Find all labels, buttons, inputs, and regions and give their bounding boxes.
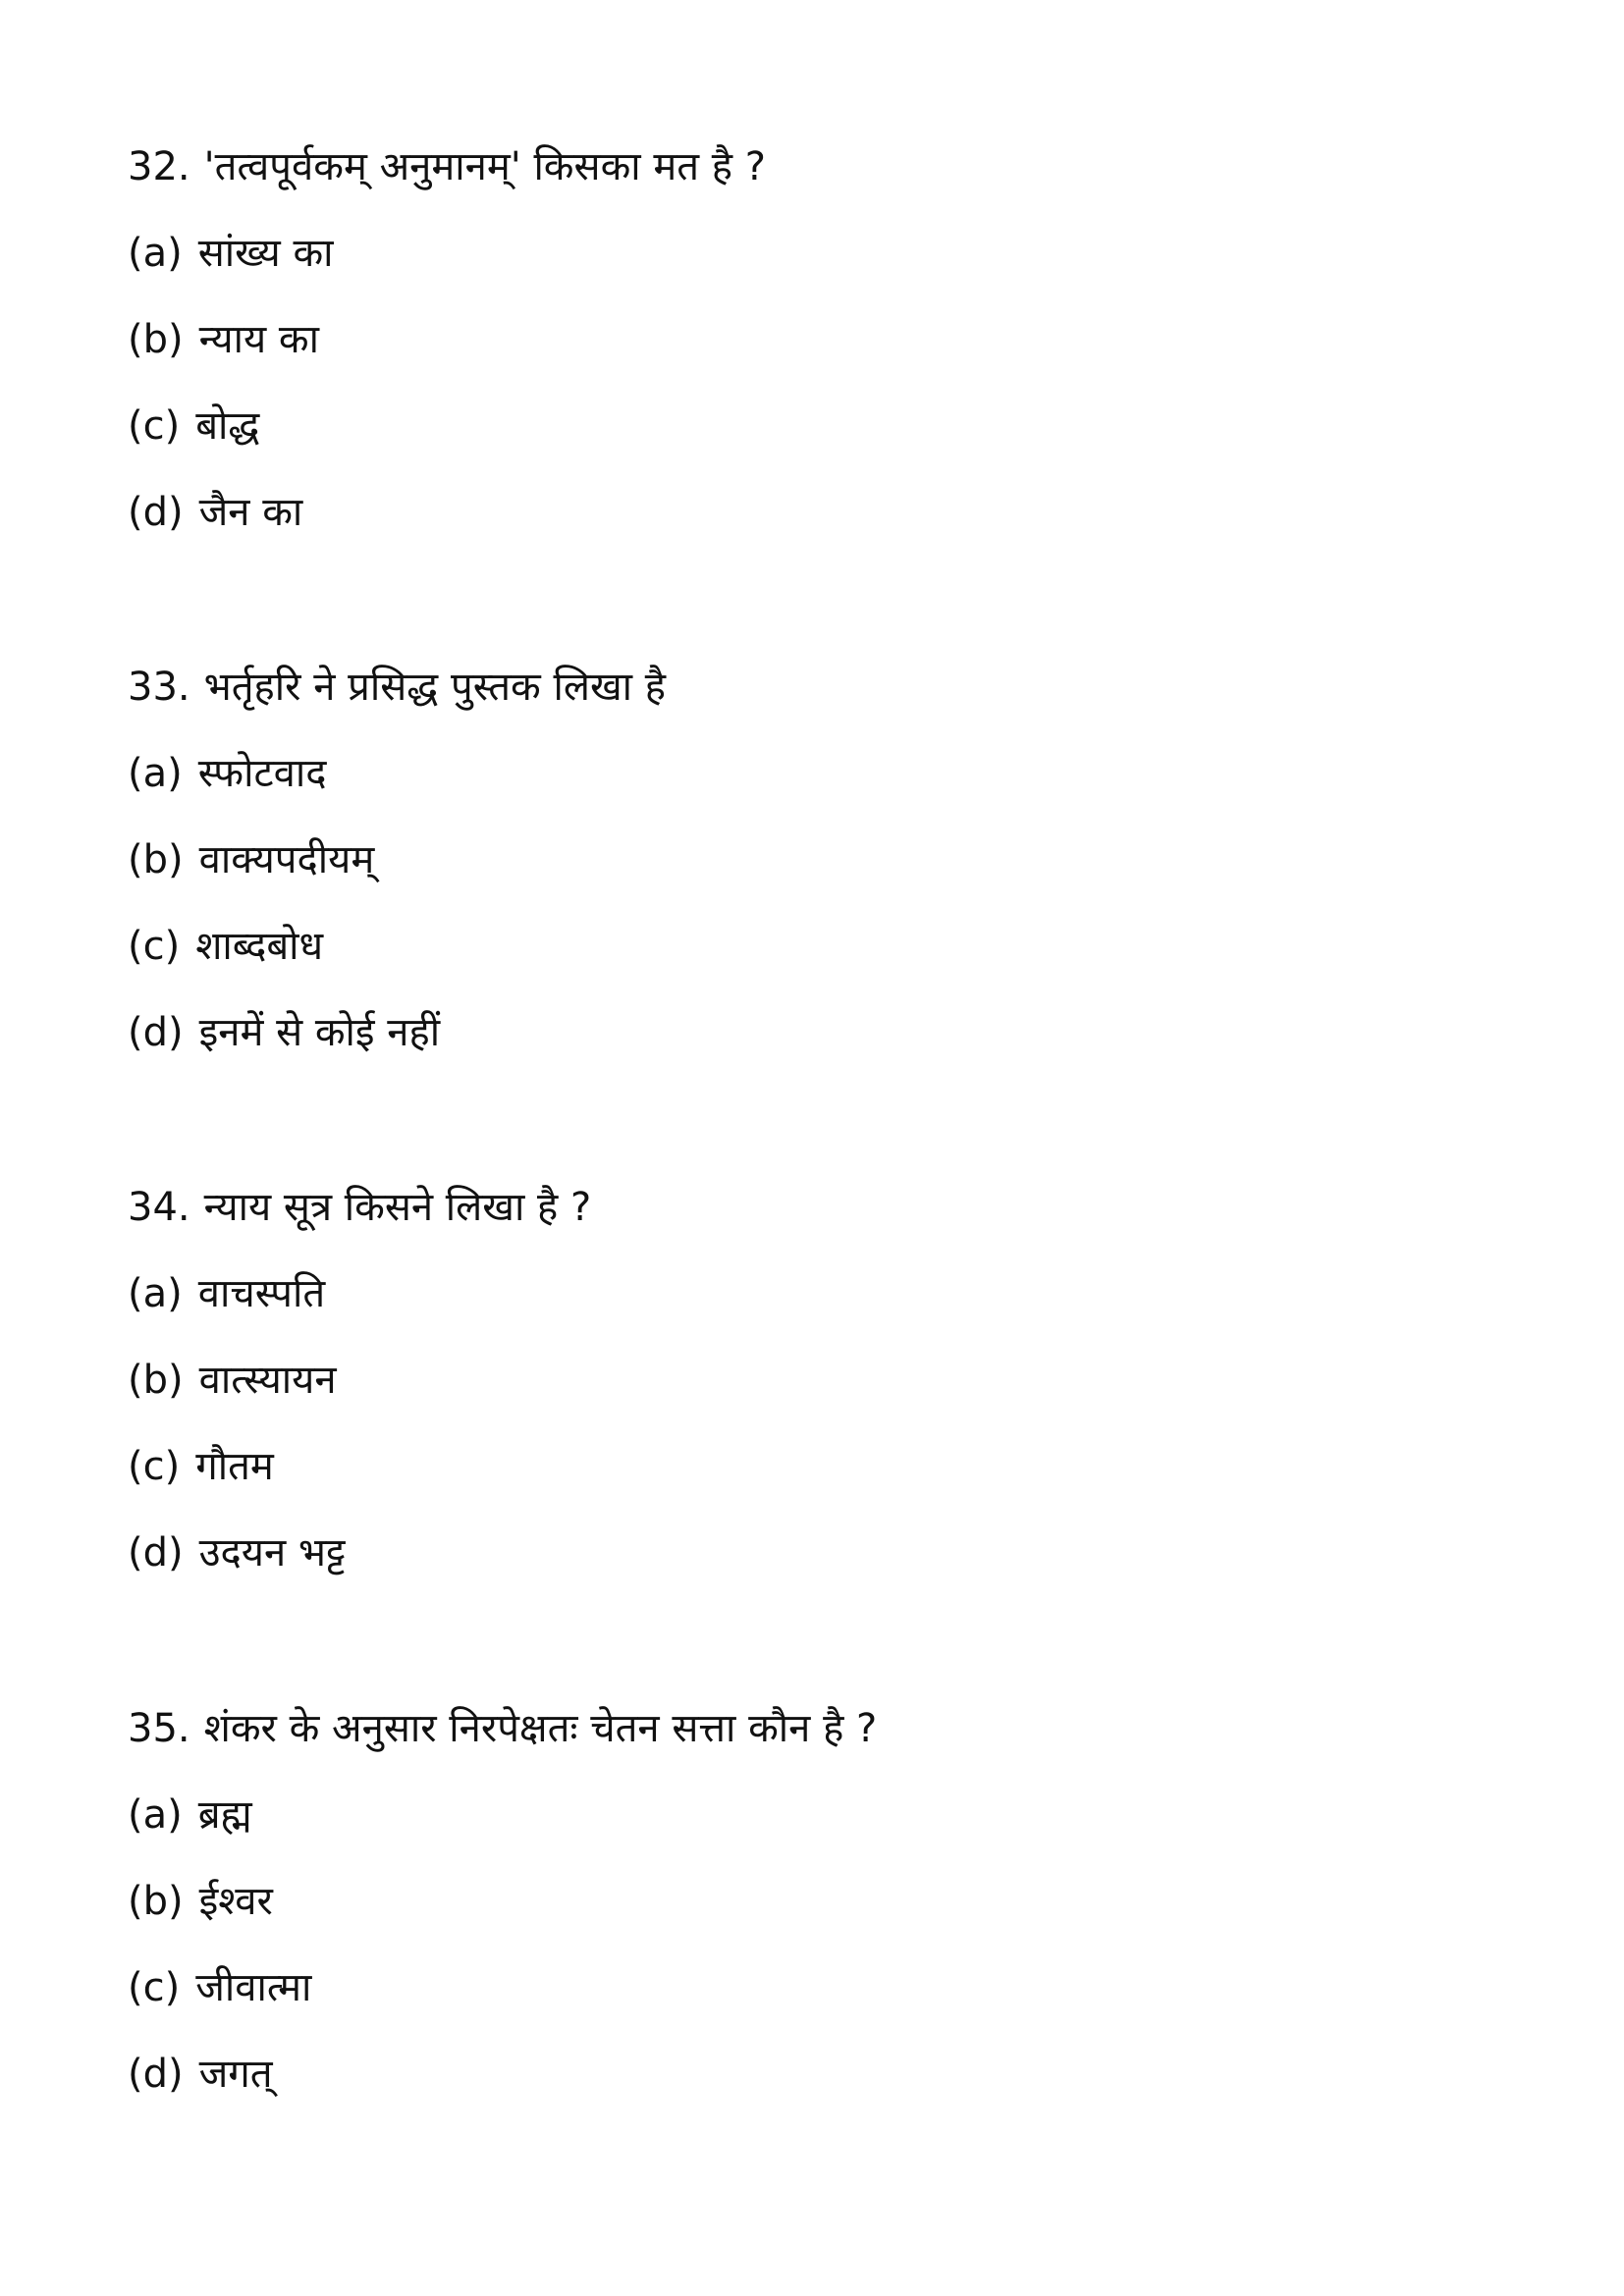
option-text: जीवात्मा (195, 1965, 312, 2010)
question-number: 33. (128, 665, 190, 710)
option-marker: (a) (128, 751, 183, 796)
option-c (128, 1960, 1502, 2015)
question-stem: न्याय सूत्र किसने लिखा है ? (203, 1185, 592, 1230)
option-text: शाब्दबोध (195, 924, 324, 969)
option-marker: (d) (128, 2052, 184, 2097)
option-marker: (d) (128, 1010, 184, 1055)
option-marker: (a) (128, 1792, 183, 1838)
option-text: वात्स्यायन (198, 1358, 337, 1403)
question-stem: शंकर के अनुसार निरपेक्षतः चेतन सत्ता कौन है ? (203, 1706, 878, 1751)
option-text: उदयन भट्ट (198, 1530, 346, 1575)
option-list (128, 226, 1502, 540)
option-text: बोद्ध (195, 403, 260, 449)
option-d (128, 1525, 1502, 1580)
option-a (128, 226, 1502, 281)
question-stem: भर्तृहरि ने प्रसिद्ध पुस्तक लिखा है (203, 665, 666, 710)
option-marker: (d) (128, 1530, 184, 1575)
option-b (128, 1353, 1502, 1408)
option-marker: (c) (128, 1965, 181, 2010)
option-list (128, 1266, 1502, 1580)
option-marker: (c) (128, 403, 181, 449)
option-text: इनमें से कोई नहीं (198, 1010, 441, 1055)
question-text (128, 1180, 1502, 1235)
option-a (128, 746, 1502, 801)
question-stem: 'तत्वपूर्वकम् अनुमानम्' किसका मत है ? (203, 144, 766, 189)
option-b (128, 1874, 1502, 1929)
question-32 (128, 139, 1502, 540)
option-list (128, 1788, 1502, 2102)
option-c (128, 1439, 1502, 1494)
option-text: वाचस्पति (197, 1271, 326, 1316)
option-d (128, 1005, 1502, 1060)
option-text: ब्रह्म (197, 1792, 252, 1838)
option-a (128, 1788, 1502, 1842)
question-34 (128, 1180, 1502, 1580)
option-marker: (a) (128, 231, 183, 276)
option-text: स्फोटवाद (197, 751, 327, 796)
option-marker: (b) (128, 1879, 184, 1924)
question-35 (128, 1701, 1502, 2102)
question-number: 35. (128, 1706, 190, 1751)
option-text: न्याय का (198, 317, 319, 362)
option-c (128, 399, 1502, 454)
option-marker: (b) (128, 317, 184, 362)
option-marker: (b) (128, 1358, 184, 1403)
option-a (128, 1266, 1502, 1321)
question-number: 34. (128, 1185, 190, 1230)
option-marker: (a) (128, 1271, 183, 1316)
option-marker: (c) (128, 924, 181, 969)
option-b (128, 832, 1502, 887)
option-text: वाक्यपदीयम् (198, 837, 375, 882)
option-text: जैन का (198, 490, 303, 535)
option-d (128, 2047, 1502, 2102)
option-marker: (c) (128, 1444, 181, 1489)
option-text: गौतम (195, 1444, 274, 1489)
option-marker: (b) (128, 837, 184, 882)
option-b (128, 312, 1502, 367)
option-c (128, 919, 1502, 974)
option-d (128, 485, 1502, 540)
option-text: जगत् (198, 2052, 273, 2097)
question-text (128, 660, 1502, 715)
question-number: 32. (128, 144, 190, 189)
question-text (128, 1701, 1502, 1756)
option-text: ईश्वर (198, 1879, 273, 1924)
question-33 (128, 660, 1502, 1060)
option-list (128, 746, 1502, 1060)
option-text: सांख्य का (197, 231, 334, 276)
question-text (128, 139, 1502, 194)
option-marker: (d) (128, 490, 184, 535)
